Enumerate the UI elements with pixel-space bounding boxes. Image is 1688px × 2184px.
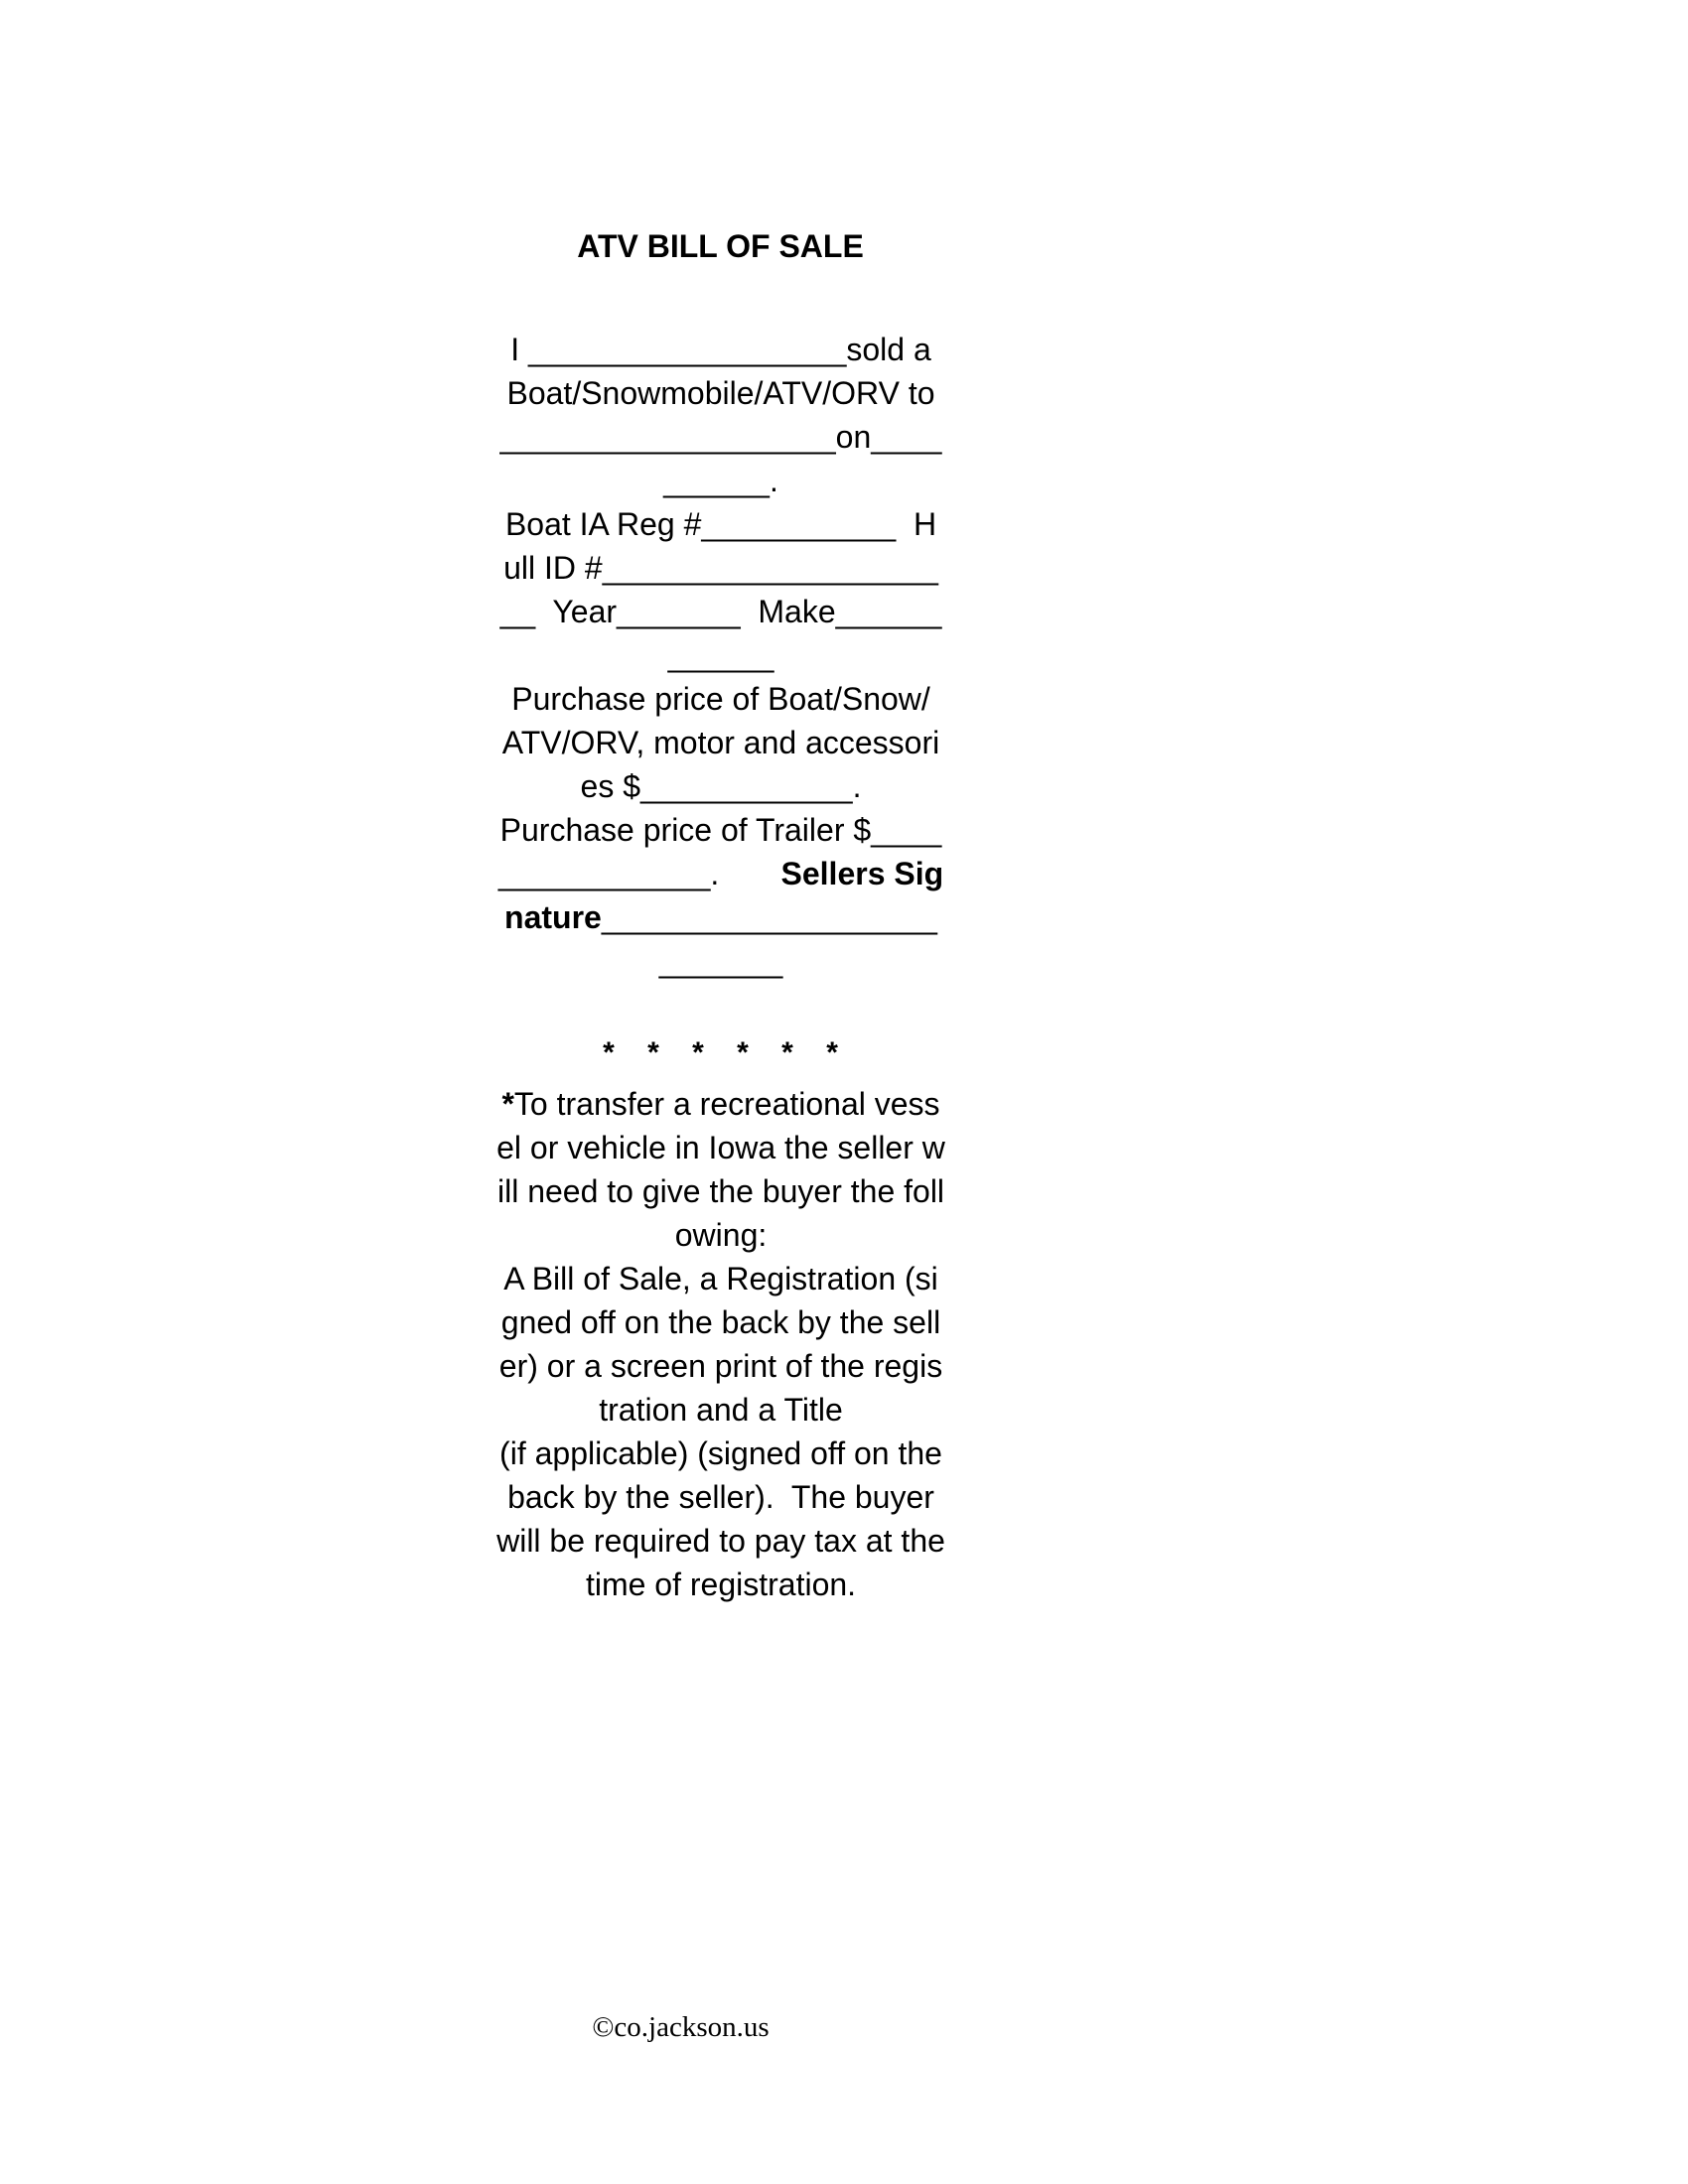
vehicle-type-line: Boat/Snowmobile/ATV/ORV to	[506, 375, 935, 411]
hull-id-line: ull ID #___________________	[503, 550, 938, 586]
copyright-footer: ©co.jackson.us	[592, 2011, 770, 2043]
document-title: ATV BILL OF SALE	[577, 228, 864, 264]
trailer-signature-line	[492, 852, 949, 895]
notes-line: time of registration.	[585, 1567, 857, 1602]
signature-label-start: Sellers Sig	[780, 856, 944, 891]
trailer-price-line: Purchase price of Trailer $____	[499, 812, 942, 848]
notes-line: tration and a Title	[599, 1392, 843, 1428]
transfer-notes	[492, 1082, 949, 1606]
seller-name-line: I __________________sold a	[510, 332, 931, 367]
vehicle-price-line: Purchase price of Boat/Snow/	[511, 681, 930, 717]
notes-line: will be required to pay tax at the	[496, 1523, 945, 1559]
notes-line: A Bill of Sale, a Registration (si	[503, 1261, 938, 1297]
notes-line: owing:	[674, 1217, 768, 1253]
buyer-date-line: ___________________on____	[499, 419, 942, 455]
buyer-date-line-end: ______.	[663, 463, 778, 498]
trailer-price-end: ____________.	[497, 856, 720, 891]
notes-asterisk: *	[501, 1086, 514, 1122]
signature-label-end: nature	[504, 899, 602, 935]
year-make-line: __ Year_______ Make______	[499, 594, 942, 629]
notes-line: back by the seller). The buyer	[507, 1479, 934, 1515]
signature-line	[492, 895, 949, 939]
signature-blank-end: _______	[658, 943, 783, 979]
notes-text: To transfer a recreational vess	[513, 1086, 940, 1122]
section-divider-stars: * * * * * *	[603, 1036, 838, 1069]
sale-details	[492, 328, 949, 983]
make-line-end: ______	[667, 637, 774, 673]
notes-line: ill need to give the buyer the foll	[496, 1173, 945, 1209]
notes-line: el or vehicle in Iowa the seller w	[496, 1130, 945, 1165]
notes-line: er) or a screen print of the regis	[498, 1348, 943, 1384]
vehicle-price-line-2: ATV/ORV, motor and accessori	[501, 725, 940, 760]
registration-line: Boat IA Reg #___________ H	[504, 506, 937, 542]
notes-line: (if applicable) (signed off on the	[499, 1435, 942, 1471]
notes-line: gned off on the back by the sell	[500, 1304, 941, 1340]
vehicle-price-line-3: es $____________.	[580, 768, 862, 804]
notes-line	[492, 1082, 949, 1126]
signature-blank: ___________________	[601, 899, 937, 935]
